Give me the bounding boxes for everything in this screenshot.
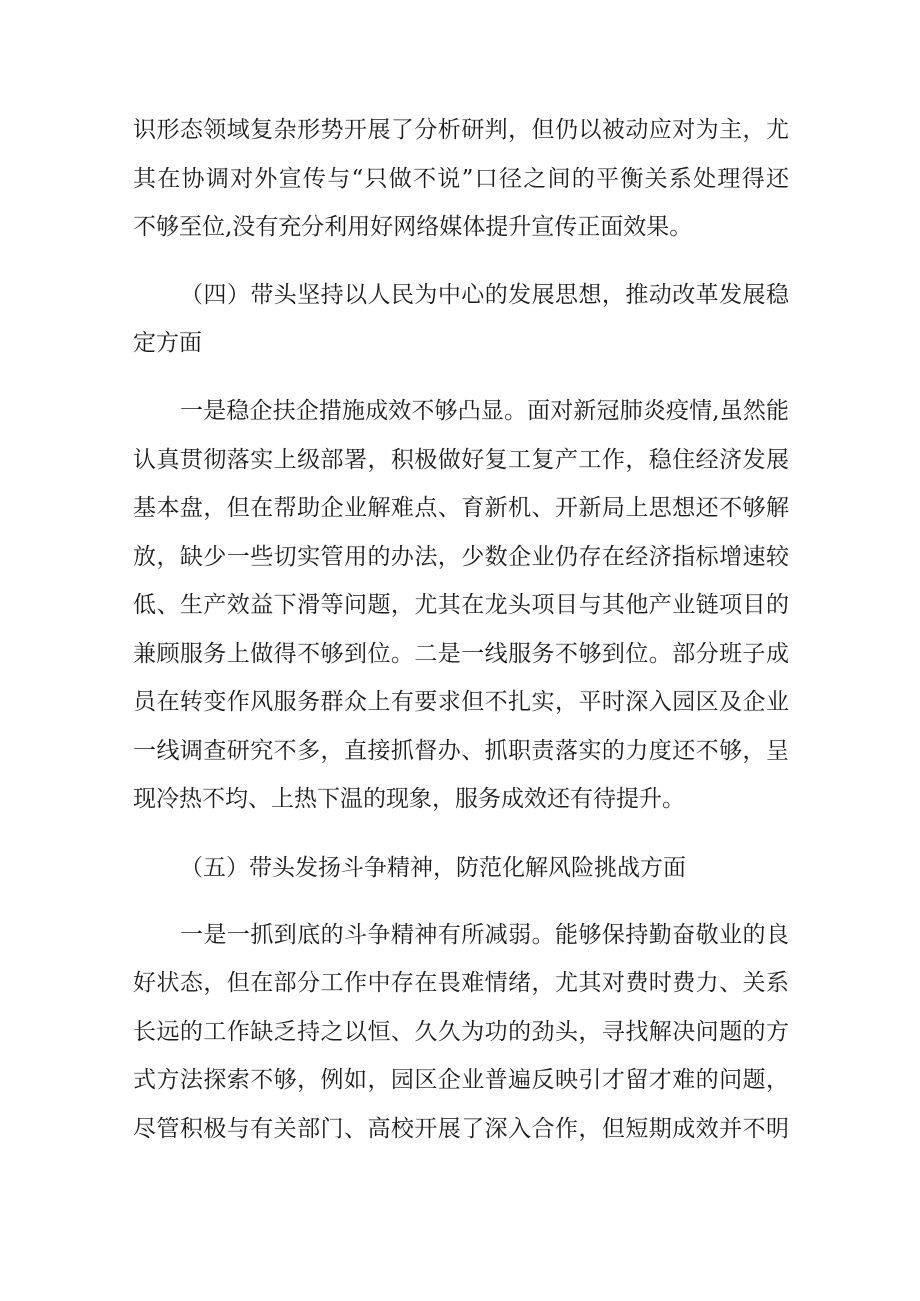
paragraph-3-line-2: 好状态，但在部分工作中存在畏难情绪，尤其对费时费力、关系 bbox=[133, 970, 789, 996]
paragraph-2-line-3: 基本盘，但在帮助企业解难点、育新机、开新局上思想还不够解 bbox=[133, 495, 789, 521]
paragraph-1-line-2: 其在协调对外宣传与“只做不说”口径之间的平衡关系处理得还 bbox=[133, 166, 789, 192]
paragraph-2-line-7: 员在转变作风服务群众上有要求但不扎实，平时深入园区及企业 bbox=[133, 689, 789, 715]
paragraph-2-line-4: 放，缺少一些切实管用的办法，少数企业仍存在经济指标增速较 bbox=[133, 544, 789, 570]
paragraph-3-line-3: 长远的工作缺乏持之以恒、久久为功的劲头，寻找解决问题的方 bbox=[133, 1019, 789, 1045]
section-heading-4-line-2: 定方面 bbox=[133, 330, 202, 356]
paragraph-2-line-8: 一线调查研究不多，直接抓督办、抓职责落实的力度还不够，呈 bbox=[133, 738, 789, 764]
paragraph-1-line-1: 识形态领域复杂形势开展了分析研判，但仍以被动应对为主，尤 bbox=[133, 117, 789, 143]
section-heading-5: （五）带头发扬斗争精神，防范化解风险挑战方面 bbox=[180, 855, 686, 881]
paragraph-3-line-4: 式方法探索不够，例如，园区企业普遍反映引才留才难的问题， bbox=[133, 1067, 789, 1093]
paragraph-2-line-5: 低、生产效益下滑等问题，尤其在龙头项目与其他产业链项目的 bbox=[133, 592, 789, 618]
paragraph-2-line-9: 现冷热不均、上热下温的现象，服务成效还有待提升。 bbox=[133, 786, 685, 812]
paragraph-3-line-5: 尽管积极与有关部门、高校开展了深入合作，但短期成效并不明 bbox=[133, 1116, 789, 1142]
paragraph-2-line-6: 兼顾服务上做得不够到位。二是一线服务不够到位。部分班子成 bbox=[133, 641, 789, 667]
paragraph-1-line-3: 不够至位,没有充分利用好网络媒体提升宣传正面效果。 bbox=[133, 214, 693, 240]
paragraph-2-line-2: 认真贯彻落实上级部署，积极做好复工复产工作，稳住经济发展 bbox=[133, 447, 789, 473]
section-heading-4-line-1: （四）带头坚持以人民为中心的发展思想，推动改革发展稳 bbox=[180, 282, 789, 308]
paragraph-2-line-1: 一是稳企扶企措施成效不够凸显。面对新冠肺炎疫情,虽然能 bbox=[180, 398, 789, 424]
paragraph-3-line-1: 一是一抓到底的斗争精神有所减弱。能够保持勤奋敬业的良 bbox=[180, 922, 789, 948]
